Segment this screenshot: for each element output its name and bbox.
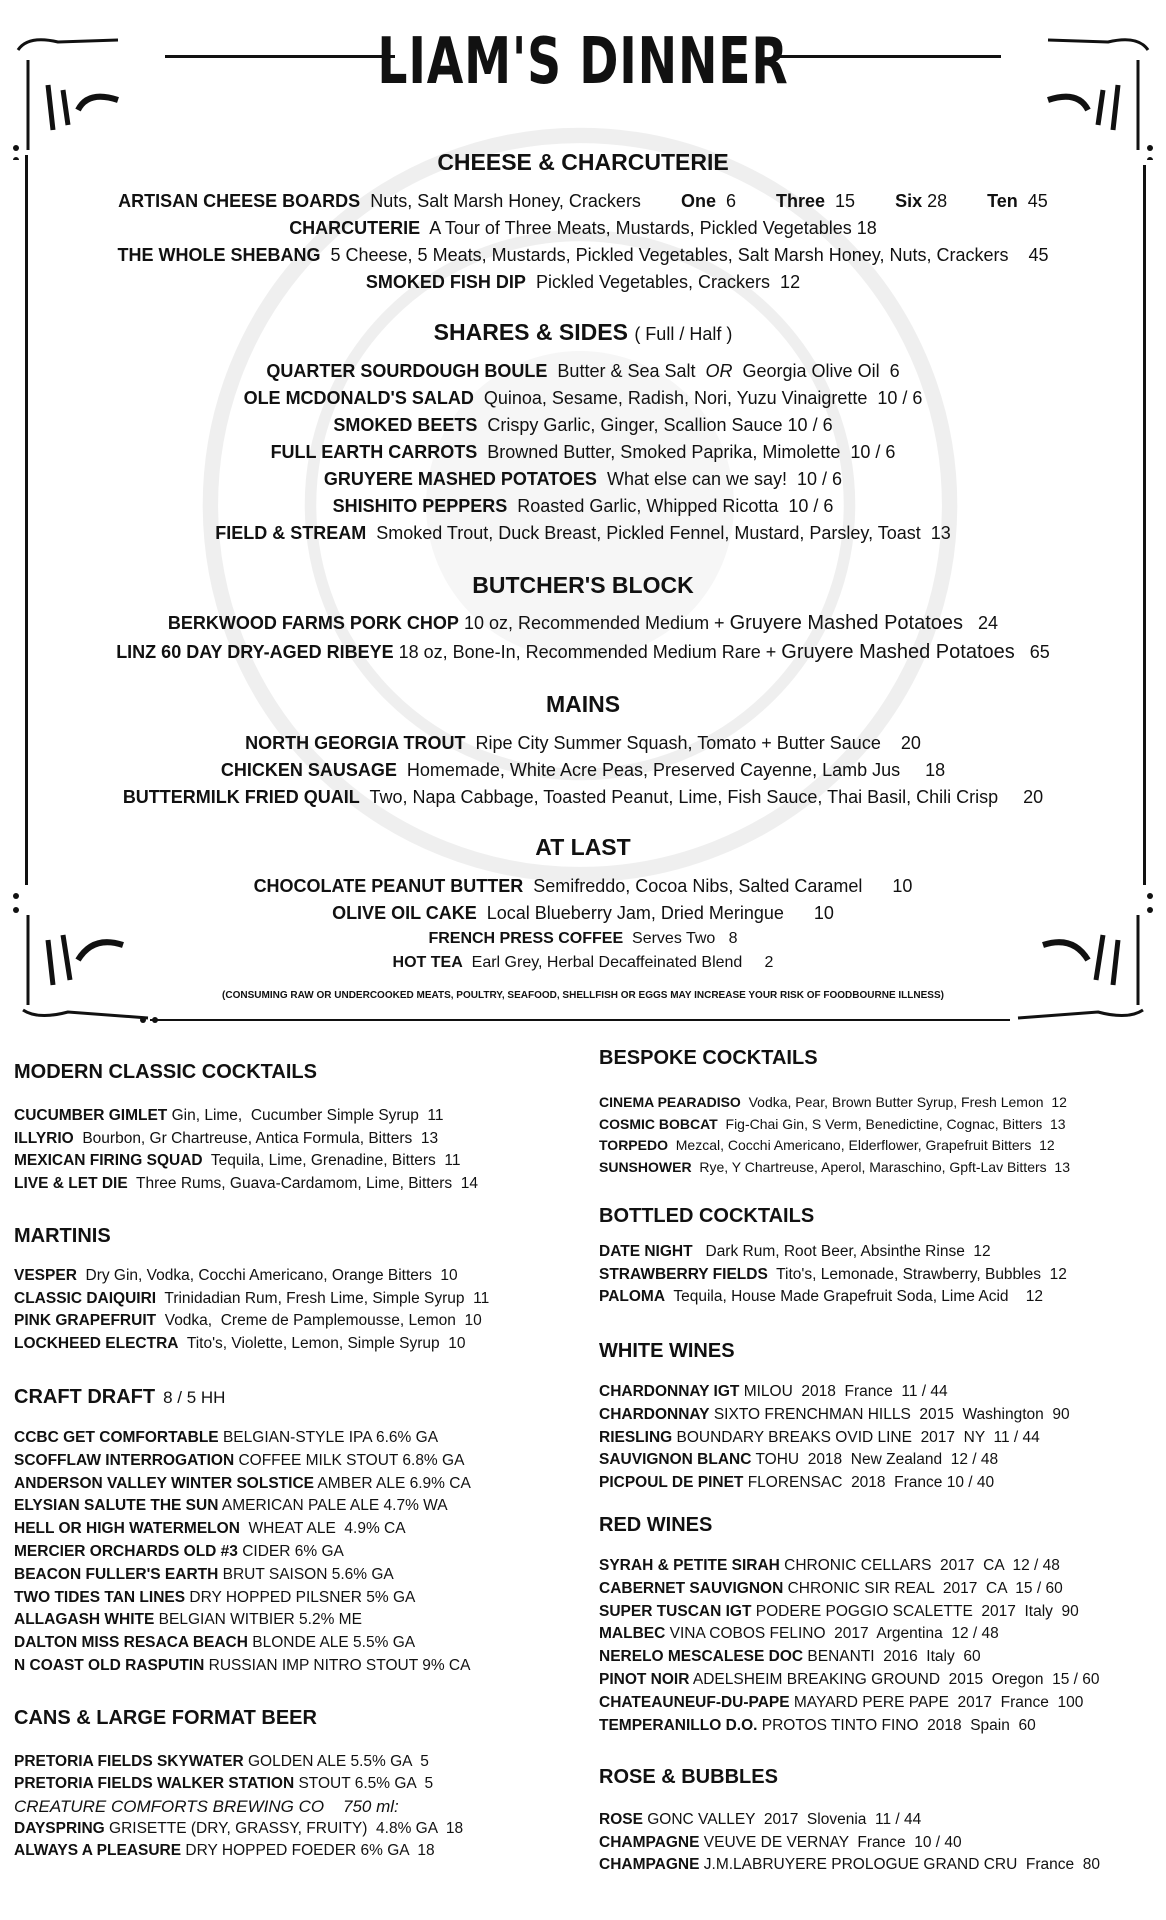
item-name: ANDERSON VALLEY WINTER SOLSTICE xyxy=(14,1474,314,1492)
item-name: NORTH GEORGIA TROUT xyxy=(245,733,466,753)
heading-martinis xyxy=(14,1223,111,1249)
item-name: PRETORIA FIELDS WALKER STATION xyxy=(14,1775,295,1793)
item-detail: TOHU 2018 New Zealand 12 / 48 xyxy=(751,1451,999,1469)
item-detail: Earl Grey, Herbal Decaffeinated Blend 2 xyxy=(462,954,774,971)
item-detail: 18 oz, Bone-In, Recommended Medium Rare + xyxy=(393,642,782,662)
heading-text: BOTTLED COCKTAILS xyxy=(599,1205,815,1227)
heading-text: BESPOKE COCKTAILS xyxy=(599,1047,818,1069)
item-name: PICPOUL DE PINET xyxy=(599,1474,744,1492)
item-detail: Local Blueberry Jam, Dried Meringue 10 xyxy=(476,903,834,923)
item-name: ELYSIAN SALUTE THE SUN xyxy=(14,1497,219,1515)
menu-item xyxy=(0,216,1166,240)
item-detail: Vodka, Creme de Pamplemousse, Lemon 10 xyxy=(156,1312,482,1329)
list-item xyxy=(14,1565,394,1585)
disclaimer: (CONSUMING RAW OR UNDERCOOKED MEATS, POULTRY, SEAFOOD, SHELLFISH OR EGGS MAY INCREASE YOUR RISK OF FOODBOURNE ILLNESS) xyxy=(222,990,944,1001)
heading-rose xyxy=(599,1764,778,1790)
list-item xyxy=(14,1752,429,1772)
item-detail: Two, Napa Cabbage, Toasted Peanut, Lime, Fish Sauce, Thai Basil, Chili Crisp 20 xyxy=(359,787,1044,807)
item-detail: BLONDE ALE 5.5% GA xyxy=(247,1634,416,1652)
item-detail: Gin, Lime, Cucumber Simple Syrup 11 xyxy=(167,1107,444,1124)
list-item xyxy=(599,1450,998,1470)
item-detail: Ripe City Summer Squash, Tomato + Butter Sauce 20 xyxy=(465,733,921,753)
list-item xyxy=(599,1716,1036,1736)
list-item xyxy=(599,1556,1060,1576)
list-item xyxy=(599,1855,1100,1875)
heading-red xyxy=(599,1512,712,1538)
item-name: CHAMPAGNE xyxy=(599,1833,700,1851)
list-item xyxy=(14,1633,415,1653)
item-detail: BELGIAN WITBIER 5.2% ME xyxy=(154,1611,362,1629)
list-item xyxy=(14,1334,465,1354)
list-item xyxy=(599,1428,1040,1448)
item-name: Six xyxy=(895,191,923,211)
item-detail: Gruyere Mashed Potatoes xyxy=(781,641,1015,663)
menu-item xyxy=(0,440,1166,464)
item-detail: Tito's, Lemonade, Strawberry, Bubbles 12 xyxy=(767,1265,1067,1283)
item-detail: 65 xyxy=(1014,642,1050,662)
item-name: CHATEAUNEUF-DU-PAPE xyxy=(599,1693,790,1711)
item-detail: PODERE POGGIO SCALETTE 2017 Italy 90 xyxy=(751,1602,1079,1620)
item-detail: Tito's, Violette, Lemon, Simple Syrup 10 xyxy=(178,1334,466,1352)
menu-item xyxy=(0,467,1166,491)
item-name: CUCUMBER GIMLET xyxy=(14,1107,168,1124)
item-name: OLIVE OIL CAKE xyxy=(332,903,477,923)
item-name: TEMPERANILLO D.O. xyxy=(599,1716,758,1734)
list-item xyxy=(599,1287,1043,1307)
heading-draft xyxy=(14,1384,225,1411)
item-name: HELL OR HIGH WATERMELON xyxy=(14,1520,240,1538)
list-item xyxy=(14,1610,362,1630)
item-name: LINZ 60 DAY DRY-AGED RIBEYE xyxy=(116,642,394,662)
item-detail: BOUNDARY BREAKS OVID LINE 2017 NY 11 / 44 xyxy=(672,1428,1040,1446)
item-name: COSMIC BOBCAT xyxy=(599,1115,718,1132)
list-item xyxy=(14,1311,482,1331)
item-name: ROSE xyxy=(599,1811,643,1828)
list-item xyxy=(599,1135,1055,1155)
item-detail: Rye, Y Chartreuse, Aperol, Maraschino, Gpft-Lav Bitters 13 xyxy=(691,1158,1070,1175)
item-name: SUPER TUSCAN IGT xyxy=(599,1602,752,1620)
heading-text: MARTINIS xyxy=(14,1225,111,1247)
list-item xyxy=(14,1451,464,1471)
item-detail: AMERICAN PALE ALE 4.7% WA xyxy=(218,1497,448,1515)
menu-item xyxy=(0,359,1166,383)
item-detail: OR xyxy=(705,361,733,381)
list-item xyxy=(14,1151,461,1171)
heading-modern xyxy=(14,1059,317,1085)
item-name: DAYSPRING xyxy=(14,1819,105,1837)
item-detail: Semifreddo, Cocoa Nibs, Salted Caramel 10 xyxy=(523,876,913,896)
heading-at-last: AT LAST xyxy=(535,834,631,860)
item-detail: A Tour of Three Meats, Mustards, Pickled Vegetables 18 xyxy=(420,218,877,238)
heading-shares: SHARES & SIDES ( Full / Half ) xyxy=(433,319,733,345)
list-item xyxy=(599,1810,921,1830)
item-name: BUTTERMILK FRIED QUAIL xyxy=(122,787,360,807)
item-detail: Nuts, Salt Marsh Honey, Crackers xyxy=(360,191,681,211)
menu-item xyxy=(0,951,1166,975)
item-detail: MAYARD PERE PAPE 2017 France 100 xyxy=(789,1693,1084,1711)
item-detail: GONC VALLEY 2017 Slovenia 11 / 44 xyxy=(642,1811,922,1828)
item-name: FRENCH PRESS COFFEE xyxy=(428,930,624,947)
item-detail: DRY HOPPED FOEDER 6% GA 18 xyxy=(181,1842,435,1860)
item-detail: VINA COBOS FELINO 2017 Argentina 12 / 48 xyxy=(665,1625,999,1643)
item-name: One xyxy=(680,191,716,211)
list-item xyxy=(599,1602,1079,1622)
list-item xyxy=(14,1656,470,1676)
item-detail: CREATURE COMFORTS BREWING CO 750 ml: xyxy=(14,1796,399,1816)
item-detail: VEUVE DE VERNAY France 10 / 40 xyxy=(699,1833,962,1851)
menu-item xyxy=(0,901,1166,925)
item-name: ARTISAN CHEESE BOARDS xyxy=(118,191,361,211)
heading-white xyxy=(599,1338,735,1364)
item-name: SUNSHOWER xyxy=(599,1158,692,1175)
item-name: HOT TEA xyxy=(392,954,463,971)
heading-cheese: CHEESE & CHARCUTERIE xyxy=(437,149,729,175)
list-item xyxy=(599,1242,991,1262)
list-item xyxy=(599,1265,1067,1285)
item-detail: Dark Rum, Root Beer, Absinthe Rinse 12 xyxy=(692,1243,991,1260)
item-detail: BRUT SAISON 5.6% GA xyxy=(218,1565,394,1583)
item-name: FIELD & STREAM xyxy=(215,523,367,543)
item-name: QUARTER SOURDOUGH BOULE xyxy=(266,361,548,381)
item-name: ALLAGASH WHITE xyxy=(14,1611,155,1629)
item-name: CABERNET SAUVIGNON xyxy=(599,1579,784,1597)
list-item xyxy=(14,1819,463,1839)
item-name: LIVE & LET DIE xyxy=(14,1174,128,1192)
item-detail: 15 xyxy=(825,191,896,211)
menu-item xyxy=(0,413,1166,437)
list-item xyxy=(14,1474,471,1494)
item-name: CHARDONNAY xyxy=(599,1405,710,1423)
item-detail: Serves Two 8 xyxy=(623,930,738,947)
item-detail: BENANTI 2016 Italy 60 xyxy=(803,1648,981,1666)
item-name: ILLYRIO xyxy=(14,1129,74,1147)
list-item xyxy=(14,1797,399,1817)
heading-text: CANS & LARGE FORMAT BEER xyxy=(14,1707,317,1729)
item-name: Three xyxy=(776,191,826,211)
heading-bespoke xyxy=(599,1045,818,1071)
item-detail: Browned Butter, Smoked Paprika, Mimolette 10 / 6 xyxy=(477,442,896,462)
item-detail: Roasted Garlic, Whipped Ricotta 10 / 6 xyxy=(507,496,834,516)
menu-title: LIAM'S DINNER xyxy=(377,25,789,99)
item-detail: Gruyere Mashed Potatoes xyxy=(729,612,964,634)
item-detail: 6 xyxy=(715,191,776,211)
frame-bottom xyxy=(150,1019,1010,1021)
item-detail: Mezcal, Cocchi Americano, Elderflower, Grapefruit Bitters 12 xyxy=(667,1137,1055,1153)
item-name: SMOKED FISH DIP xyxy=(365,272,526,292)
list-item xyxy=(599,1624,999,1644)
item-name: NERELO MESCALESE DOC xyxy=(599,1648,804,1666)
item-name: BEACON FULLER'S EARTH xyxy=(14,1565,219,1583)
item-detail: Smoked Trout, Duck Breast, Pickled Fennel, Mustard, Parsley, Toast 13 xyxy=(366,523,951,543)
list-item xyxy=(14,1266,458,1286)
item-detail: Fig-Chai Gin, S Verm, Benedictine, Cognac, Bitters 13 xyxy=(717,1115,1066,1132)
item-name: CCBC GET COMFORTABLE xyxy=(14,1429,219,1446)
item-detail: Tequila, House Made Grapefruit Soda, Lime Acid 12 xyxy=(665,1288,1043,1305)
list-item xyxy=(14,1106,444,1126)
list-item xyxy=(14,1129,438,1149)
item-detail: What else can we say! 10 / 6 xyxy=(596,469,843,489)
item-name: SHISHITO PEPPERS xyxy=(332,496,508,516)
item-name: SAUVIGNON BLANC xyxy=(599,1451,752,1469)
item-detail: Trinidadian Rum, Fresh Lime, Simple Syrup 11 xyxy=(156,1289,490,1307)
list-item xyxy=(14,1841,435,1861)
item-name: TORPEDO xyxy=(599,1137,668,1153)
list-item xyxy=(14,1588,415,1608)
item-name: FULL EARTH CARROTS xyxy=(270,442,478,462)
item-name: SYRAH & PETITE SIRAH xyxy=(599,1557,780,1574)
heading-sub: 8 / 5 HH xyxy=(163,1388,226,1407)
item-name: CHOCOLATE PEANUT BUTTER xyxy=(253,876,524,896)
menu-item xyxy=(0,927,1166,951)
item-detail: 45 xyxy=(1017,191,1048,211)
heading-text: MODERN CLASSIC COCKTAILS xyxy=(14,1061,317,1083)
list-item xyxy=(599,1405,1070,1425)
menu-item xyxy=(0,785,1166,809)
item-detail: 5 Cheese, 5 Meats, Mustards, Pickled Vegetables, Salt Marsh Honey, Nuts, Crackers 45 xyxy=(320,245,1049,265)
list-item xyxy=(599,1092,1067,1112)
item-name: CHARCUTERIE xyxy=(289,218,421,238)
list-item xyxy=(14,1496,448,1516)
item-detail: 10 oz, Recommended Medium + xyxy=(458,613,730,633)
item-name: PINK GRAPEFRUIT xyxy=(14,1312,157,1329)
item-name: CINEMA PEARADISO xyxy=(599,1094,741,1110)
menu-item xyxy=(0,731,1166,755)
list-item xyxy=(14,1542,344,1562)
item-name: SMOKED BEETS xyxy=(333,415,478,435)
item-detail: Crispy Garlic, Ginger, Scallion Sauce 10 / 6 xyxy=(477,415,833,435)
list-item xyxy=(14,1519,406,1539)
item-detail: AMBER ALE 6.9% CA xyxy=(313,1474,471,1492)
menu-item xyxy=(0,270,1166,294)
menu-item xyxy=(0,874,1166,898)
menu-item xyxy=(0,243,1166,267)
item-detail: GRISETTE (DRY, GRASSY, FRUITY) 4.8% GA 18 xyxy=(104,1819,464,1837)
list-item xyxy=(599,1670,1099,1690)
item-name: DALTON MISS RESACA BEACH xyxy=(14,1634,248,1652)
list-item xyxy=(599,1157,1070,1177)
item-name: CHICKEN SAUSAGE xyxy=(220,760,397,780)
heading-bottled xyxy=(599,1203,814,1229)
item-name: CLASSIC DAIQUIRI xyxy=(14,1289,157,1307)
item-detail: DRY HOPPED PILSNER 5% GA xyxy=(185,1588,416,1606)
item-detail: 28 xyxy=(922,191,988,211)
list-item xyxy=(14,1428,438,1448)
item-detail: CHRONIC SIR REAL 2017 CA 15 / 60 xyxy=(783,1579,1063,1597)
list-item xyxy=(599,1579,1063,1599)
item-detail: GOLDEN ALE 5.5% GA 5 xyxy=(243,1753,429,1770)
item-detail: Dry Gin, Vodka, Cocchi Americano, Orange Bitters 10 xyxy=(76,1267,458,1284)
heading-cans xyxy=(14,1705,317,1731)
item-name: MERCIER ORCHARDS OLD #3 xyxy=(14,1543,238,1560)
heading-butcher: BUTCHER'S BLOCK xyxy=(472,572,694,598)
item-detail: CHRONIC CELLARS 2017 CA 12 / 48 xyxy=(779,1557,1060,1574)
item-name: BERKWOOD FARMS PORK CHOP xyxy=(167,613,459,633)
item-detail: CIDER 6% GA xyxy=(237,1543,344,1560)
item-detail: Bourbon, Gr Chartreuse, Antica Formula, Bitters 13 xyxy=(73,1129,439,1147)
item-name: PALOMA xyxy=(599,1288,666,1305)
item-detail: Tequila, Lime, Grenadine, Bitters 11 xyxy=(202,1152,461,1169)
list-item xyxy=(14,1289,489,1309)
list-item xyxy=(599,1382,948,1402)
item-detail: COFFEE MILK STOUT 6.8% GA xyxy=(234,1451,465,1469)
menu-item xyxy=(0,386,1166,410)
item-detail: MILOU 2018 France 11 / 44 xyxy=(739,1383,948,1400)
list-item xyxy=(599,1693,1083,1713)
menu-item xyxy=(0,189,1166,213)
list-item xyxy=(599,1114,1066,1134)
item-detail: RUSSIAN IMP NITRO STOUT 9% CA xyxy=(204,1657,471,1674)
heading-text: RED WINES xyxy=(599,1514,713,1536)
item-name: GRUYERE MASHED POTATOES xyxy=(323,469,597,489)
item-name: Ten xyxy=(987,191,1018,211)
item-detail: SIXTO FRENCHMAN HILLS 2015 Washington 90 xyxy=(709,1405,1070,1423)
menu-item xyxy=(0,640,1166,664)
item-name: CHAMPAGNE xyxy=(599,1856,700,1873)
item-name: MALBEC xyxy=(599,1625,666,1643)
item-name: VESPER xyxy=(14,1267,77,1284)
item-detail: Pickled Vegetables, Crackers 12 xyxy=(525,272,801,292)
item-detail: PROTOS TINTO FINO 2018 Spain 60 xyxy=(757,1716,1036,1734)
item-detail: Georgia Olive Oil 6 xyxy=(732,361,900,381)
item-detail: J.M.LABRUYERE PROLOGUE GRAND CRU France 80 xyxy=(699,1856,1100,1873)
item-name: STRAWBERRY FIELDS xyxy=(599,1265,768,1283)
menu-item xyxy=(0,758,1166,782)
item-detail: WHEAT ALE 4.9% CA xyxy=(239,1520,406,1538)
item-detail: Homemade, White Acre Peas, Preserved Cayenne, Lamb Jus 18 xyxy=(396,760,946,780)
item-name: TWO TIDES TAN LINES xyxy=(14,1588,186,1606)
heading-text: ROSE & BUBBLES xyxy=(599,1766,778,1788)
list-item xyxy=(599,1647,981,1667)
item-detail: Three Rums, Guava-Cardamom, Lime, Bitters 14 xyxy=(127,1174,478,1192)
heading-text: CRAFT DRAFT xyxy=(14,1386,156,1408)
menu-item xyxy=(0,494,1166,518)
item-detail: FLORENSAC 2018 France 10 / 40 xyxy=(743,1474,995,1492)
item-detail: Quinoa, Sesame, Radish, Nori, Yuzu Vinaigrette 10 / 6 xyxy=(473,388,923,408)
item-detail: STOUT 6.5% GA 5 xyxy=(294,1775,434,1793)
item-detail: BELGIAN-STYLE IPA 6.6% GA xyxy=(218,1429,439,1446)
item-detail: Butter & Sea Salt xyxy=(547,361,706,381)
item-name: ALWAYS A PLEASURE xyxy=(14,1842,182,1860)
list-item xyxy=(14,1774,433,1794)
item-detail: ADELSHEIM BREAKING GROUND 2015 Oregon 15 / 60 xyxy=(689,1671,1100,1688)
item-name: LOCKHEED ELECTRA xyxy=(14,1334,179,1352)
item-name: THE WHOLE SHEBANG xyxy=(117,245,321,265)
item-name: N COAST OLD RASPUTIN xyxy=(14,1657,205,1674)
item-name: PINOT NOIR xyxy=(599,1671,690,1688)
menu-item xyxy=(0,611,1166,635)
heading-mains: MAINS xyxy=(545,691,621,717)
item-name: MEXICAN FIRING SQUAD xyxy=(14,1152,203,1169)
item-name: CHARDONNAY IGT xyxy=(599,1383,740,1400)
list-item xyxy=(599,1473,994,1493)
item-name: OLE MCDONALD'S SALAD xyxy=(243,388,474,408)
heading-text: WHITE WINES xyxy=(599,1340,735,1362)
item-name: PRETORIA FIELDS SKYWATER xyxy=(14,1753,244,1770)
list-item xyxy=(599,1833,962,1853)
item-name: SCOFFLAW INTERROGATION xyxy=(14,1451,235,1469)
item-detail: 24 xyxy=(963,613,999,633)
item-name: RIESLING xyxy=(599,1428,673,1446)
item-detail: Vodka, Pear, Brown Butter Syrup, Fresh Lemon 12 xyxy=(740,1094,1067,1110)
item-name: DATE NIGHT xyxy=(599,1243,693,1260)
menu-item xyxy=(0,521,1166,545)
list-item xyxy=(14,1174,478,1194)
